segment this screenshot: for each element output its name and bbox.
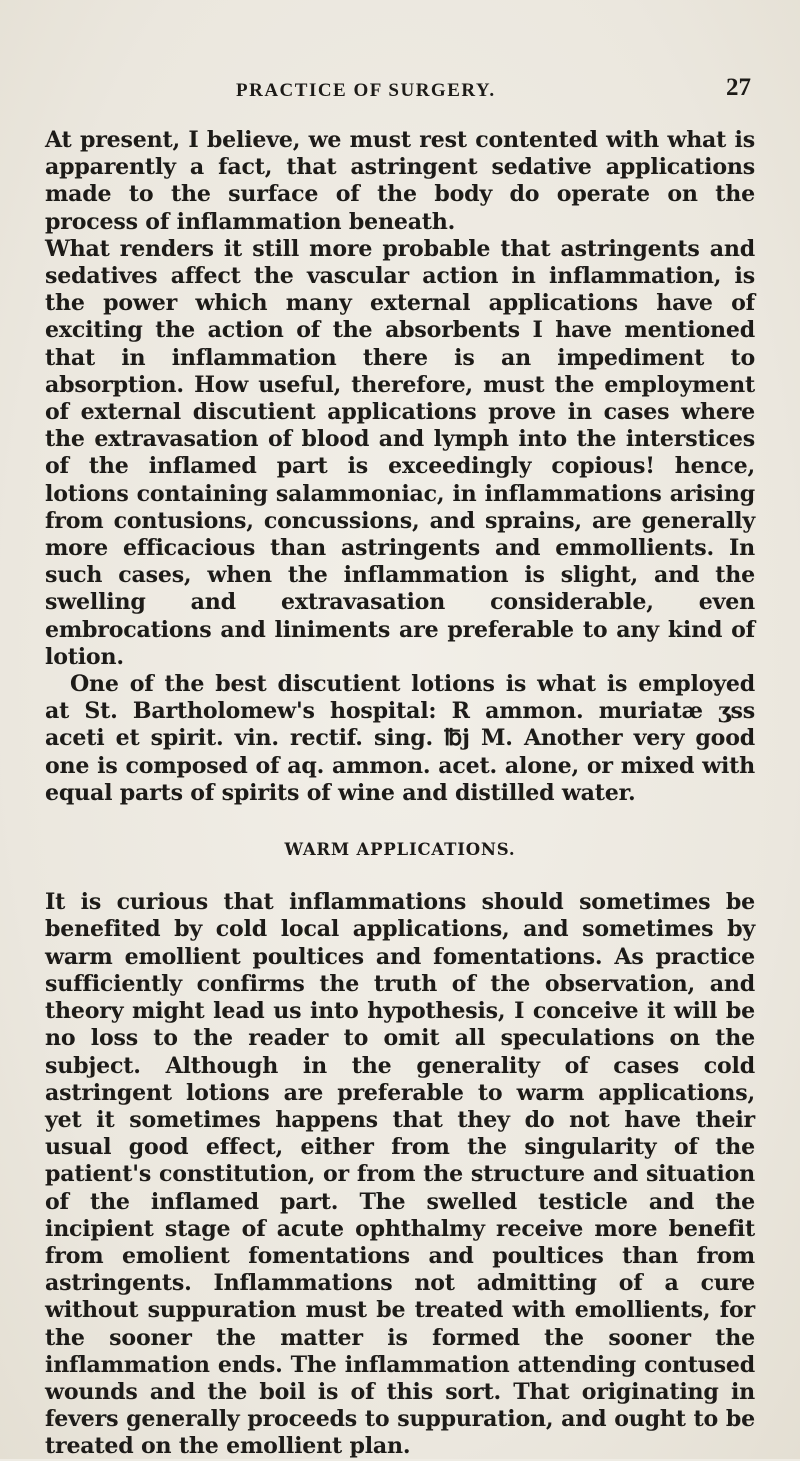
section-heading: WARM APPLICATIONS. [284, 840, 516, 860]
section-paragraph: It is curious that inflammations should sometimes be benefited by cold local applications, and sometimes by warm emollient poultices and fomentations. As practice sufficiently confirms the truth of the observation, and theory might lead us into hypothesis, I conceive it will be no loss to the reader to omit all speculations on the subject. Although in the generality of cases cold astringent lotions are preferable to warm applications, yet it sometimes happens that they do not have their usual good effect, either from the singularity of the patient's constitution, or from the structure and situation of the inflamed part. The swelled testicle and the incipient stage of acute ophthalmy receive more benefit from emolient fomentations and poultices than from astringents. Inflammations not admitting of a cure without suppuration must be treated with emollients, for the sooner the matter is formed the sooner the inflammation ends. The inflammation attending contused wounds and the boil is of this sort. That originating in fevers generally proceeds to suppuration, and ought to be treated on the emollient plan. [45, 889, 755, 1460]
running-head: PRACTICE OF SURGERY. [236, 80, 496, 101]
paragraph-2: What renders it still more probable that astringents and sedatives affect the vascular action in inflammation, is the power which many external applications have of exciting the action of the absorbents I have mentioned that in inflammation there is an impediment to absorption. How useful, therefore, must the employment of external discutient applications prove in cases where the extravasation of blood and lymph into the interstices of the inflamed part is exceedingly copious! hence, lotions containing salammoniac, in inflammations arising from contusions, concussions, and sprains, are generally more efficacious than astringents and emmollients. In such cases, when the inflammation is slight, and the swelling and extravasation considerable, even embrocations and liniments are preferable to any kind of lotion. [45, 235, 755, 670]
paragraph-1: At present, I believe, we must rest contented with what is apparently a fact, that astringent sedative applications made to the surface of the body do operate on the process of inflammation beneath. [45, 127, 755, 235]
body-text [45, 127, 755, 1461]
page-number: 27 [726, 74, 751, 101]
paragraph-3: One of the best discutient lotions is what is employed at St. Bartholomew's hospital: R ammon. muriatæ ʒss aceti et spirit. vin. rectif. sing. ℔j M. Another very good one is composed of aq. ammon. acet. alone, or mixed with equal parts of spirits of wine and distilled water. [45, 671, 755, 806]
